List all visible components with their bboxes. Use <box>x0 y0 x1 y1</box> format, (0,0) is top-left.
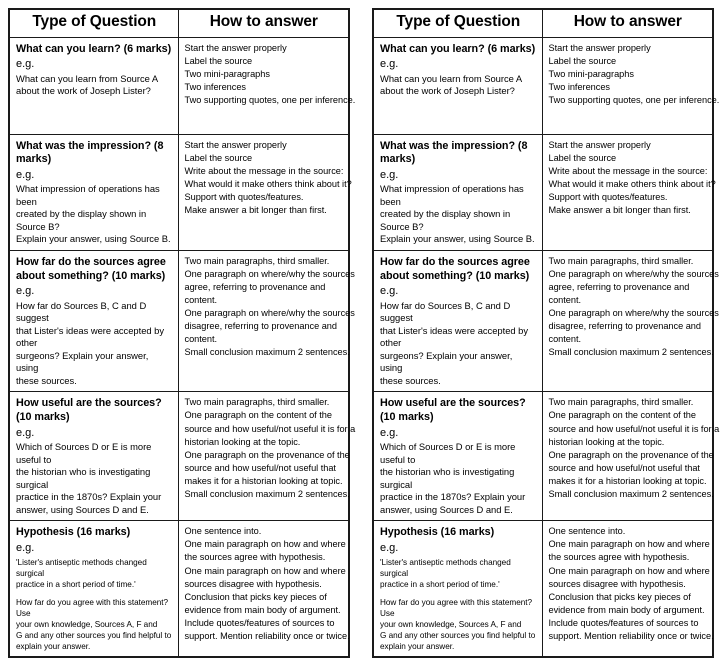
question-example-line: What impression of operations has been <box>16 183 160 207</box>
question-example-text <box>380 441 537 516</box>
question-example-line: surgeons? Explain your answer, using <box>380 349 513 374</box>
answer-line: Include quotes/features of sources to <box>184 617 335 628</box>
question-example-line: What can you learn from Source A <box>16 72 159 84</box>
table-row <box>9 37 349 134</box>
question-eg-label: e.g. <box>380 541 399 554</box>
table-body <box>373 37 720 657</box>
question-title: What can you learn? (6 marks) <box>16 42 172 55</box>
answer-line: One sentence into. <box>184 526 262 537</box>
question-example-line: practice in a short period of time.' <box>380 579 500 589</box>
question-example-text <box>16 73 173 98</box>
question-example-line: answer, using Sources D and E. <box>380 503 513 515</box>
answer-line: Support with quotes/features. <box>184 191 304 202</box>
question-example-line: the historian who is investigating surgical <box>380 466 515 490</box>
question-eg-label: e.g. <box>16 168 35 181</box>
answer-line: One paragraph on the content of the <box>184 410 332 421</box>
question-example-line: these sources. <box>380 374 441 386</box>
question-example-extra-text <box>380 597 537 652</box>
question-example-extra-line: G and any other sources you find helpful to <box>16 631 172 641</box>
answer-line: disagree, referring to provenance and <box>548 321 701 332</box>
answer-line: makes it for a historian looking at topic. <box>184 475 343 486</box>
answer-line: source and how useful/not useful it is for a <box>184 423 356 434</box>
answer-line: Include quotes/features of sources to <box>548 617 699 628</box>
answer-line: Conclusion that picks key pieces of <box>548 591 691 602</box>
answer-line: One main paragraph on how and where <box>548 565 710 576</box>
answer-line: Make answer a bit longer than first. <box>548 204 691 215</box>
answer-line: evidence from main body of argument. <box>184 604 341 615</box>
answer-line: Two main paragraphs, third smaller. <box>548 397 694 408</box>
question-example-line: What can you learn from Source A <box>380 72 523 84</box>
answer-line: Label the source <box>184 152 253 163</box>
cell-question-how-far-do-the-sources-agree <box>9 250 178 391</box>
header-type-of-question <box>373 9 542 37</box>
answer-line: makes it for a historian looking at topic. <box>548 475 707 486</box>
question-title: Hypothesis (16 marks) <box>16 526 131 539</box>
question-title: Hypothesis (16 marks) <box>380 526 495 539</box>
question-example-line: surgeons? Explain your answer, using <box>16 349 149 374</box>
question-title: How useful are the sources? (10 marks) <box>16 397 162 423</box>
table-row <box>373 37 713 134</box>
answer-line: content. <box>548 334 582 345</box>
cell-answer-hypothesis <box>178 521 349 657</box>
cell-answer-what-can-you-learn <box>178 37 356 134</box>
header-how-to-answer <box>178 9 349 37</box>
cell-answer-how-useful-are-the-sources <box>178 392 356 521</box>
question-example-text <box>16 300 173 388</box>
answer-line: One paragraph on where/why the sources <box>548 308 719 319</box>
question-example-extra-line: explain your answer. <box>380 642 455 652</box>
answer-line: One paragraph on where/why the sources <box>184 308 355 319</box>
question-eg-label: e.g. <box>380 426 399 439</box>
answer-line: One main paragraph on how and where <box>184 565 346 576</box>
question-example-line: practice in a short period of time.' <box>16 579 136 589</box>
cell-question-how-useful-are-the-sources <box>9 392 178 521</box>
question-example-line: about the work of Joseph Lister? <box>16 85 151 97</box>
question-example-extra-line: How far do you agree with this statement? Use <box>16 597 169 618</box>
answer-text <box>184 255 355 360</box>
answer-line: Small conclusion maximum 2 sentences. <box>548 347 714 358</box>
answer-text <box>184 42 356 107</box>
question-example-line: answer, using Sources D and E. <box>16 503 149 515</box>
answer-line: the sources agree with hypothesis. <box>548 552 690 563</box>
question-example-line: about the work of Joseph Lister? <box>380 85 515 97</box>
answer-line: Small conclusion maximum 2 sentences. <box>548 488 714 499</box>
cell-answer-how-far-do-the-sources-agree <box>542 250 719 391</box>
question-example-extra-text <box>16 597 173 652</box>
answer-text <box>548 139 716 217</box>
question-eg-label: e.g. <box>16 285 35 298</box>
answer-line: support. Mention reliability once or twice. <box>184 630 350 641</box>
question-example-line: 'Lister's antiseptic methods changed surgical <box>16 557 147 578</box>
answer-line: What would it make others think about it? <box>548 178 716 189</box>
table-row <box>9 521 349 657</box>
question-table-left <box>8 8 356 658</box>
question-example-line: practice in the 1870s? Explain your <box>380 491 526 503</box>
answer-line: content. <box>548 295 582 306</box>
question-eg-label: e.g. <box>16 541 35 554</box>
answer-line: Start the answer properly <box>184 42 287 53</box>
cell-answer-what-was-the-impression <box>542 134 716 250</box>
answer-line: support. Mention reliability once or twice. <box>548 630 714 641</box>
table-body <box>9 37 356 657</box>
question-eg-label: e.g. <box>16 58 35 71</box>
cell-question-hypothesis <box>9 521 178 657</box>
cell-answer-how-useful-are-the-sources <box>542 392 720 521</box>
question-example-text <box>380 73 537 98</box>
question-title: What was the impression? (8 marks) <box>380 139 528 166</box>
question-example-text <box>16 441 173 516</box>
question-eg-label: e.g. <box>380 58 399 71</box>
answer-line: One paragraph on where/why the sources <box>184 269 355 279</box>
question-example-line: created by the display shown in Source B? <box>380 208 511 232</box>
answer-line: the sources agree with hypothesis. <box>184 552 326 563</box>
answer-line: disagree, referring to provenance and <box>184 321 337 332</box>
answer-line: Small conclusion maximum 2 sentences. <box>184 347 350 358</box>
question-example-line: Explain your answer, using Source B. <box>16 233 171 245</box>
revision-table <box>372 8 720 658</box>
question-title: What was the impression? (8 marks) <box>16 139 164 166</box>
answer-line: Support with quotes/features. <box>548 191 668 202</box>
question-example-extra-line: your own knowledge, Sources A, F and <box>16 619 158 629</box>
answer-text <box>184 396 356 501</box>
answer-line: Two inferences <box>548 81 611 92</box>
question-example-line: 'Lister's antiseptic methods changed surgical <box>380 557 511 578</box>
question-title: How useful are the sources? (10 marks) <box>380 397 526 423</box>
answer-line: Two mini-paragraphs <box>548 68 634 79</box>
table-header-row <box>373 9 713 37</box>
answer-line: Two main paragraphs, third smaller. <box>548 255 694 266</box>
answer-line: Write about the message in the source: <box>548 165 708 176</box>
answer-line: Two supporting quotes, one per inference. <box>184 94 356 105</box>
cell-answer-how-far-do-the-sources-agree <box>178 250 355 391</box>
question-example-line: How far do Sources B, C and D suggest <box>16 299 147 324</box>
answer-line: source and how useful/not useful that <box>548 462 700 473</box>
header-type-of-question <box>9 9 178 37</box>
revision-table <box>8 8 356 658</box>
answer-line: sources disagree with hypothesis. <box>184 578 322 589</box>
answer-line: agree, referring to provenance and <box>548 282 690 293</box>
answer-line: Two mini-paragraphs <box>184 68 270 79</box>
answer-line: sources disagree with hypothesis. <box>548 578 686 589</box>
question-eg-label: e.g. <box>380 285 399 298</box>
question-example-line: How far do Sources B, C and D suggest <box>380 299 511 324</box>
question-title: What can you learn? (6 marks) <box>380 42 536 55</box>
cell-question-what-was-the-impression <box>373 134 542 250</box>
table-row <box>373 134 713 250</box>
question-eg-label: e.g. <box>380 168 399 181</box>
header-type-of-question-label: Type of Question <box>32 13 157 30</box>
question-example-line: created by the display shown in Source B? <box>16 208 147 232</box>
table-row <box>9 134 349 250</box>
answer-line: content. <box>184 334 218 345</box>
question-example-line: the historian who is investigating surgical <box>16 466 151 490</box>
answer-text <box>548 525 714 643</box>
answer-text <box>184 139 352 217</box>
question-example-text <box>380 183 537 246</box>
cell-answer-hypothesis <box>542 521 713 657</box>
answer-line: source and how useful/not useful that <box>184 462 336 473</box>
answer-line: historian looking at the topic. <box>548 436 665 447</box>
question-example-extra-line: How far do you agree with this statement? Use <box>380 597 533 618</box>
answer-line: source and how useful/not useful it is for a <box>548 423 720 434</box>
answer-line: historian looking at the topic. <box>184 436 301 447</box>
cell-question-what-was-the-impression <box>9 134 178 250</box>
cell-answer-what-can-you-learn <box>542 37 720 134</box>
answer-line: Make answer a bit longer than first. <box>184 204 327 215</box>
answer-line: Two main paragraphs, third smaller. <box>184 255 330 266</box>
table-row <box>373 521 713 657</box>
question-eg-label: e.g. <box>16 426 35 439</box>
answer-line: One main paragraph on how and where <box>548 539 710 550</box>
answer-line: One paragraph on the provenance of the <box>548 449 714 460</box>
question-example-line: What impression of operations has been <box>380 183 524 207</box>
question-title: How far do the sources agree about something? (10 marks) <box>16 255 166 282</box>
answer-line: One paragraph on where/why the sources <box>548 269 719 279</box>
table-row <box>373 392 713 521</box>
answer-line: content. <box>184 295 218 306</box>
answer-line: Two inferences <box>184 81 247 92</box>
answer-text <box>548 255 719 360</box>
answer-line: One sentence into. <box>548 526 626 537</box>
question-example-extra-line: G and any other sources you find helpful to <box>380 631 536 641</box>
question-example-line: that Lister's ideas were accepted by other <box>16 324 165 349</box>
table-row <box>373 250 713 391</box>
question-example-text <box>16 557 173 590</box>
answer-line: Label the source <box>548 152 617 163</box>
question-example-line: these sources. <box>16 374 77 386</box>
answer-text <box>548 42 720 107</box>
question-example-extra-line: your own knowledge, Sources A, F and <box>380 619 522 629</box>
answer-text <box>548 396 720 501</box>
cell-question-how-useful-are-the-sources <box>373 392 542 521</box>
header-how-to-answer-label: How to answer <box>573 13 682 30</box>
header-how-to-answer-label: How to answer <box>209 13 318 30</box>
answer-line: What would it make others think about it? <box>184 178 352 189</box>
answer-line: Two main paragraphs, third smaller. <box>184 397 330 408</box>
question-title: How far do the sources agree about something? (10 marks) <box>380 255 530 282</box>
answer-line: evidence from main body of argument. <box>548 604 705 615</box>
question-example-extra-line: explain your answer. <box>16 642 91 652</box>
answer-line: Two supporting quotes, one per inference. <box>548 94 720 105</box>
answer-line: Label the source <box>184 55 253 66</box>
answer-line: agree, referring to provenance and <box>184 282 326 293</box>
answer-line: Label the source <box>548 55 617 66</box>
question-example-line: Which of Sources D or E is more useful to <box>380 441 516 465</box>
question-example-line: that Lister's ideas were accepted by other <box>380 324 529 349</box>
answer-line: Small conclusion maximum 2 sentences. <box>184 488 350 499</box>
header-how-to-answer <box>542 9 713 37</box>
answer-line: Start the answer properly <box>548 139 651 150</box>
question-example-text <box>380 557 537 590</box>
table-row <box>9 250 349 391</box>
question-table-right <box>372 8 720 658</box>
answer-text <box>184 525 350 643</box>
question-example-line: practice in the 1870s? Explain your <box>16 491 162 503</box>
answer-line: One paragraph on the content of the <box>548 410 696 421</box>
answer-line: Write about the message in the source: <box>184 165 344 176</box>
question-example-line: Which of Sources D or E is more useful to <box>16 441 152 465</box>
answer-line: Start the answer properly <box>184 139 287 150</box>
answer-line: One main paragraph on how and where <box>184 539 346 550</box>
cell-question-what-can-you-learn <box>373 37 542 134</box>
answer-line: One paragraph on the provenance of the <box>184 449 350 460</box>
answer-line: Conclusion that picks key pieces of <box>184 591 327 602</box>
cell-question-what-can-you-learn <box>9 37 178 134</box>
cell-question-hypothesis <box>373 521 542 657</box>
cell-answer-what-was-the-impression <box>178 134 352 250</box>
question-example-text <box>16 183 173 246</box>
question-example-line: Explain your answer, using Source B. <box>380 233 535 245</box>
table-row <box>9 392 349 521</box>
answer-line: Start the answer properly <box>548 42 651 53</box>
header-type-of-question-label: Type of Question <box>396 13 521 30</box>
question-example-text <box>380 300 537 388</box>
table-header-row <box>9 9 349 37</box>
cell-question-how-far-do-the-sources-agree <box>373 250 542 391</box>
